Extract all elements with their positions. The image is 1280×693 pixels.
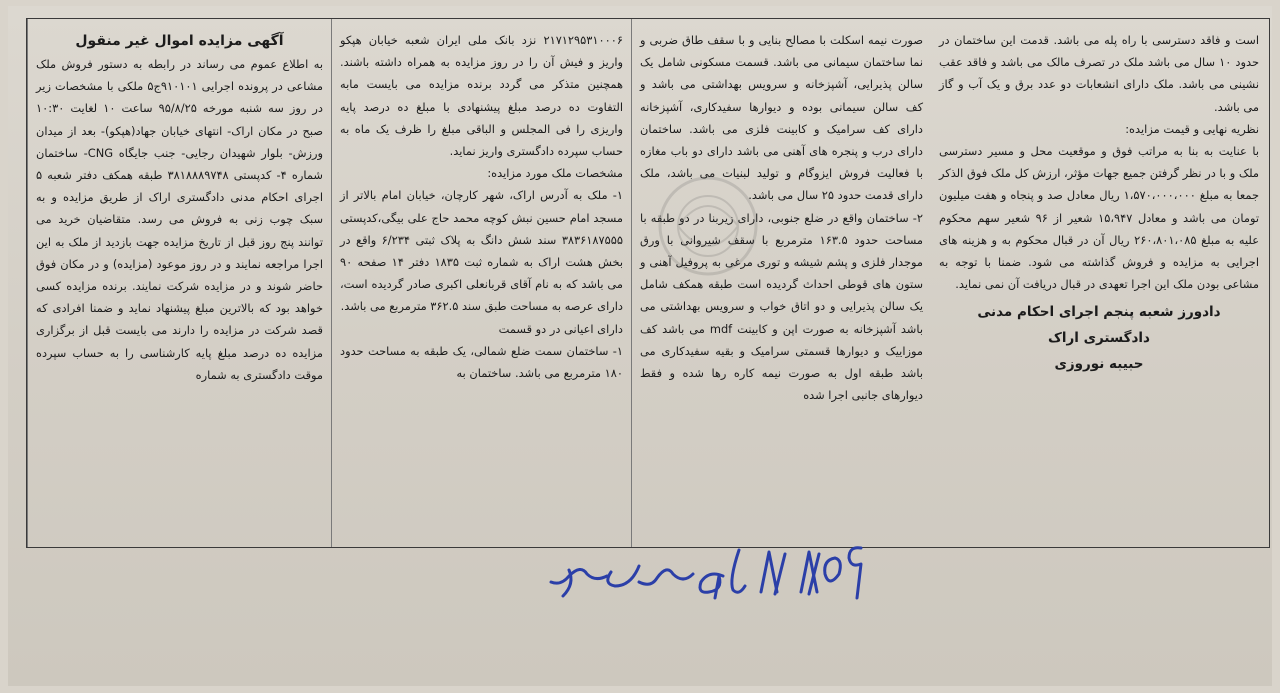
buildings-intro: دارای اعیانی در دو قسمت	[498, 321, 623, 336]
signature-name: حبیبه نوروزی	[1054, 356, 1144, 373]
south-building-continued: است و فاقد دسترسی با راه پله می باشد. قدمت این ساختمان در حدود ۱۰ سال می باشد ملک در تصرف مالک می باشد و فاقد عقب نشینی می باشد. ملک دارای انشعابات دو عدد برق و یک آب و گاز می باشد.	[939, 33, 1259, 114]
notice-title: آگهی مزایده اموال غیر منقول	[75, 33, 284, 49]
deposit-paragraph: ۲۱۷۱۲۹۵۳۱۰۰۰۶ نزد بانک ملی ایران شعبه خیابان هپکو واریز و فیش آن را در روز مزایده به همراه داشته باشند. همچنین متذکر می گردد برنده مزایده می بایست مابه التفاوت ده درصد مبلغ پیشنهادی با مبلغ ده درصد پایه واریزی را فی المجلس و الباقی مبلغ را ظرف یک ماه به حساب سپرده دادگستری واریز نماید.	[340, 33, 623, 159]
north-building-paragraph: ۱- ساختمان سمت ضلع شمالی، یک طبقه به مساحت حدود ۱۸۰ مترمربع می باشد. ساختمان به	[340, 343, 623, 381]
notice-intro-paragraph: به اطلاع عموم می رساند در رابطه به دستور فروش ملک مشاعی در پرونده اجرایی ۹۱۰۱۰۱ج۵ ملکی با مشخصات زیر در روز سه شنبه مورخه ۹۵/۸/۲۵ ساعت ۱۰ لغایت ۱۰:۳۰ صبح در مکان اراک- انتهای خیابان جهاد(هپکو)- بعد از میدان ورزش- بلوار شهیدان رجایی- جنب جایگاه CNG- ساختمان شماره ۴- کدپستی ۳۸۱۸۸۸۹۷۴۸ طبقه همکف دفتر شعبه ۵ اجرای احکام مدنی دادگستری اراک از طریق مزایده و به سبک چوب زنی به فروش می رسد. متقاضیان خرید می توانند پنج روز قبل از تاریخ مزایده جهت بازدید از ملک به این اجرا مراجعه نمایند و در روز موعود (مزایده) و در مکان فوق حاضر شوند و در مزایده شرکت نمایند. برنده مزایده کسی خواهد بود که بالاترین مبلغ پیشنهاد نماید و ضمنا افرادی که قصد شرکت در مزایده را دارند می بایست قبل از برگزاری مزایده ده درصد مبلغ پایه کارشناسی را به حساب سپرده موقت دادگستری به شماره	[36, 57, 323, 382]
property-address-paragraph: ۱- ملک به آدرس اراک، شهر کارچان، خیابان امام بالاتر از مسجد امام حسین نبش کوچه محمد حاج علی بیگی،کدپستی ۳۸۳۶۱۸۷۵۵۵ سند شش دانگ به پلاک ثبتی ۶/۲۳۴ واقع در بخش هشت اراک به شماره ثبت ۱۸۳۵ دفتر ۱۴ صفحه ۹۰ می باشد که به نام آقای قربانعلی اکبری صادر گردیده است، دارای عرصه به مساحت طبق سند ۳۶۲.۵ مترمربع می باشد.	[340, 188, 623, 314]
column-2	[331, 19, 631, 547]
signature-court: دادگستری اراک	[1048, 330, 1150, 347]
column-1	[27, 19, 331, 547]
column-4	[931, 19, 1267, 547]
newspaper-clipping	[8, 6, 1272, 686]
south-building-paragraph: ۲- ساختمان واقع در ضلع جنوبی، دارای زیربنا در دو طبقه با مساحت حدود ۱۶۳.۵ مترمربع با سقف شیروانی با ورق موجدار فلزی و پشم شیشه و توری مرغی به پروفیل آهنی و ستون های قوطی احداث گردیده است طبقه همکف شامل یک سالن پذیرایی و دو اتاق خواب و سرویس بهداشتی می باشد آشپزخانه به صورت اپن و کابینت mdf می باشد کف موزاییک و دیوارها قسمتی سرامیک و بقیه سفیدکاری می باشد طبقه اول به صورت نیمه کاره رها شده و فقط دیوارهای جانبی اجرا شده	[640, 210, 923, 403]
signature-title: دادورز شعبه پنجم اجرای احکام مدنی	[977, 304, 1221, 321]
final-opinion-heading: نظریه نهایی و قیمت مزایده:	[1125, 121, 1259, 136]
handwritten-date-annotation	[543, 536, 873, 606]
north-building-details: صورت نیمه اسکلت با مصالح بنایی و با سقف طاق ضربی و نما ساختمان سیمانی می باشد. قسمت مسکونی شامل یک سالن پذیرایی، آشپزخانه و سرویس بهداشتی می باشد و کف سالن سیمانی بوده و دیوارها سفیدکاری، آشپزخانه دارای کف سرامیک و کابینت فلزی می باشد. ساختمان دارای درب و پنجره های آهنی می باشد دارای دو باب مغازه با فعالیت فروش ایزوگام و تولید لبنیات می باشد، ملک دارای قدمت حدود ۲۵ سال می باشد.	[640, 33, 923, 203]
valuation-paragraph: با عنایت به بنا به مراتب فوق و موقعیت محل و مسیر دسترسی ملک و با در نظر گرفتن جمیع جهات مؤثر، ارزش کل ملک فوق الذکر جمعا به مبلغ ۱،۵۷۰،۰۰۰،۰۰۰ ریال معادل صد و پنجاه و هفت میلیون تومان می باشد و معادل ۱۵،۹۴۷ شعیر از ۹۶ شعیر سهم محکوم علیه به مبلغ ۲۶۰،۸۰۱،۰۸۵ ریال آن در قبال محکوم به و هزینه های اجرایی به مزایده و فروش گذاشته می شود. ضمنا با توجه به مشاعی بودن ملک این اجرا تعهدی در قبال دریافت آن نمی نماید.	[939, 144, 1259, 292]
property-specs-heading: مشخصات ملک مورد مزایده:	[487, 166, 623, 181]
watermark-logo	[628, 166, 788, 286]
